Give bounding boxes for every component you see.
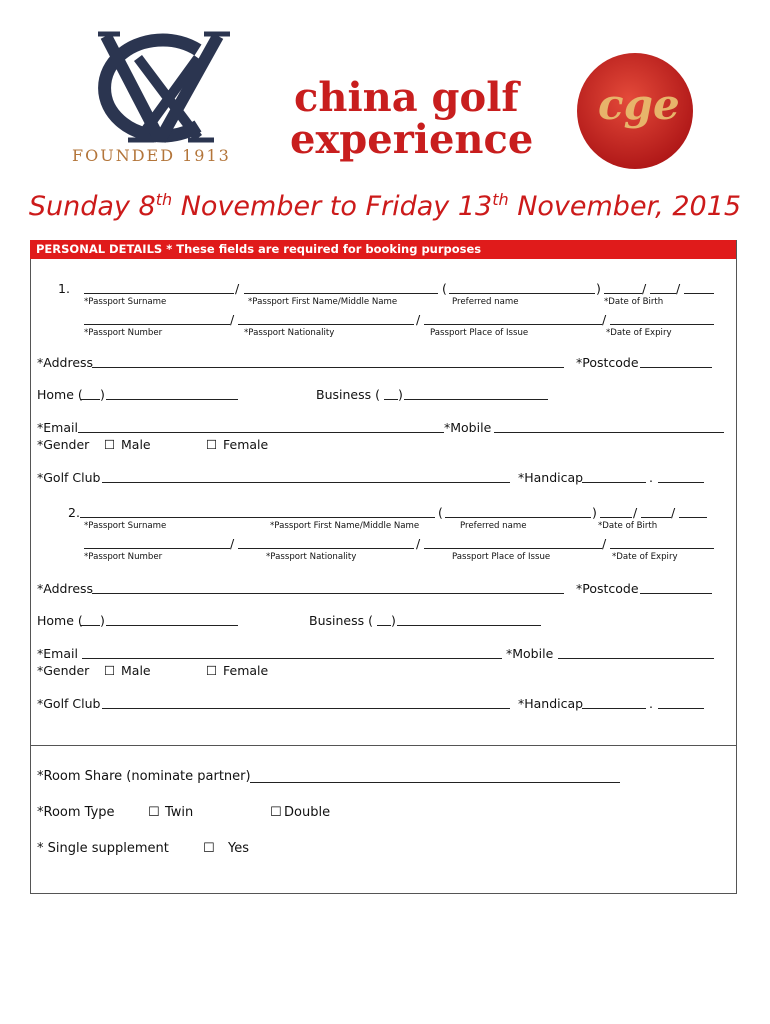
room-double-checkbox[interactable]: ☐ [270, 805, 282, 820]
p1-nationality-field[interactable] [238, 313, 414, 325]
p1-business-area-code-field[interactable] [384, 388, 398, 400]
p2-preferred-name-field[interactable] [445, 506, 591, 518]
p1-dob-day-field[interactable] [604, 282, 642, 294]
p2-label-expiry: *Date of Expiry [612, 552, 678, 562]
p1-male-checkbox[interactable]: ☐ [104, 437, 116, 452]
p2-passport-surname-field[interactable] [80, 506, 435, 518]
p2-male-label: Male [121, 663, 151, 678]
p1-home-phone-field[interactable] [106, 388, 238, 400]
cge-monogram-text: cge [598, 80, 680, 129]
p2-label-address: *Address [37, 581, 94, 596]
p2-label-business: Business ( [309, 613, 373, 628]
p2-home-phone-field[interactable] [106, 614, 238, 626]
p2-label-email: *Email [37, 646, 78, 661]
p1-label-expiry: *Date of Expiry [606, 328, 672, 338]
p2-business-area-code-field[interactable] [377, 614, 391, 626]
room-share-label: *Room Share (nominate partner) [37, 769, 251, 784]
p1-postcode-field[interactable] [640, 356, 712, 368]
china-golf-experience-logo [290, 76, 550, 176]
single-supplement-yes-label: Yes [228, 841, 249, 856]
p2-label-dob: *Date of Birth [598, 521, 658, 531]
p2-label-handicap: *Handicap [518, 696, 584, 711]
p1-handicap-whole-field[interactable] [582, 471, 646, 483]
p2-female-label: Female [223, 663, 269, 678]
p1-mobile-field[interactable] [494, 421, 724, 433]
p1-label-nationality: *Passport Nationality [244, 328, 335, 338]
p1-place-of-issue-field[interactable] [424, 313, 602, 325]
p2-mobile-field[interactable] [558, 647, 714, 659]
single-supplement-yes-checkbox[interactable]: ☐ [203, 841, 215, 856]
booking-form-box [30, 240, 737, 894]
p1-label-address: *Address [37, 355, 94, 370]
p2-address-field[interactable] [92, 582, 564, 594]
cgx-line1: china golf [294, 74, 519, 121]
cgx-line2: experience [290, 116, 534, 163]
p1-label-dob: *Date of Birth [604, 297, 664, 307]
p2-female-checkbox[interactable]: ☐ [206, 663, 218, 678]
p2-handicap-whole-field[interactable] [582, 697, 646, 709]
room-section-divider [30, 745, 736, 746]
cge-badge-logo [576, 52, 694, 170]
p1-label-golf-club: *Golf Club [37, 470, 101, 485]
p1-preferred-name-field[interactable] [449, 282, 595, 294]
club-logo [68, 28, 253, 168]
room-share-partner-field[interactable] [250, 770, 620, 783]
p1-passport-number-field[interactable] [84, 313, 230, 325]
p1-passport-surname-field[interactable] [84, 282, 234, 294]
p2-expiry-field[interactable] [610, 537, 714, 549]
p2-handicap-decimal-field[interactable] [658, 697, 704, 709]
p2-label-nationality: *Passport Nationality [266, 552, 357, 562]
p2-label-place-of-issue: Passport Place of Issue [452, 552, 551, 562]
p2-label-gender: *Gender [37, 663, 90, 678]
p1-female-label: Female [223, 437, 269, 452]
p1-label-handicap: *Handicap [518, 470, 584, 485]
person-1-number: 1. [58, 281, 70, 296]
p2-place-of-issue-field[interactable] [424, 537, 602, 549]
p2-dob-month-field[interactable] [641, 506, 671, 518]
p1-business-phone-field[interactable] [404, 388, 548, 400]
p2-label-golf-club: *Golf Club [37, 696, 101, 711]
p1-label-passport-number: *Passport Number [84, 328, 163, 338]
single-supplement-label: * Single supplement [37, 841, 169, 856]
p2-home-area-code-field[interactable] [80, 614, 100, 626]
p1-male-label: Male [121, 437, 151, 452]
club-founded-text: FOUNDED 1913 [72, 146, 231, 165]
p1-expiry-field[interactable] [610, 313, 714, 325]
event-dates-title: Sunday 8th November to Friday 13th November, 2015 [28, 190, 742, 222]
p2-label-passport-number: *Passport Number [84, 552, 163, 562]
room-double-label: Double [284, 805, 331, 820]
club-monogram-icon [68, 28, 253, 148]
p1-label-surname: *Passport Surname [84, 297, 167, 307]
p1-label-preferred-name: Preferred name [452, 297, 519, 307]
p1-label-business: Business ( [316, 387, 380, 402]
p1-label-postcode: *Postcode [576, 355, 639, 370]
p2-golf-club-field[interactable] [102, 697, 510, 709]
p1-female-checkbox[interactable]: ☐ [206, 437, 218, 452]
p1-email-field[interactable] [78, 421, 444, 433]
p2-dob-year-field[interactable] [679, 506, 707, 518]
p1-address-field[interactable] [92, 356, 564, 368]
p1-first-name-field[interactable] [244, 282, 438, 294]
p2-postcode-field[interactable] [640, 582, 712, 594]
p1-label-email: *Email [37, 420, 78, 435]
p2-business-phone-field[interactable] [397, 614, 541, 626]
p1-label-first-name: *Passport First Name/Middle Name [248, 297, 398, 307]
p2-label-first-name: *Passport First Name/Middle Name [270, 521, 420, 531]
p2-label-mobile: *Mobile [506, 646, 554, 661]
p2-label-surname: *Passport Surname [84, 521, 167, 531]
p1-label-mobile: *Mobile [444, 420, 492, 435]
p1-label-place-of-issue: Passport Place of Issue [430, 328, 529, 338]
p2-label-home: Home ( [37, 613, 83, 628]
p1-dob-month-field[interactable] [650, 282, 676, 294]
p1-home-area-code-field[interactable] [80, 388, 100, 400]
p2-nationality-field[interactable] [238, 537, 414, 549]
p1-label-home: Home ( [37, 387, 83, 402]
p1-golf-club-field[interactable] [102, 471, 510, 483]
person-2-number: 2. [68, 505, 80, 520]
p2-male-checkbox[interactable]: ☐ [104, 663, 116, 678]
p2-email-field[interactable] [82, 647, 502, 659]
room-twin-label: Twin [165, 805, 194, 820]
p2-label-postcode: *Postcode [576, 581, 639, 596]
p1-dob-year-field[interactable] [684, 282, 714, 294]
room-twin-checkbox[interactable]: ☐ [148, 805, 160, 820]
p1-label-gender: *Gender [37, 437, 90, 452]
room-type-label: *Room Type [37, 805, 115, 820]
personal-details-header: PERSONAL DETAILS * These fields are required for booking purposes [30, 240, 736, 259]
p1-handicap-decimal-field[interactable] [658, 471, 704, 483]
p2-dob-day-field[interactable] [600, 506, 632, 518]
p2-label-preferred-name: Preferred name [460, 521, 527, 531]
p2-passport-number-field[interactable] [84, 537, 230, 549]
